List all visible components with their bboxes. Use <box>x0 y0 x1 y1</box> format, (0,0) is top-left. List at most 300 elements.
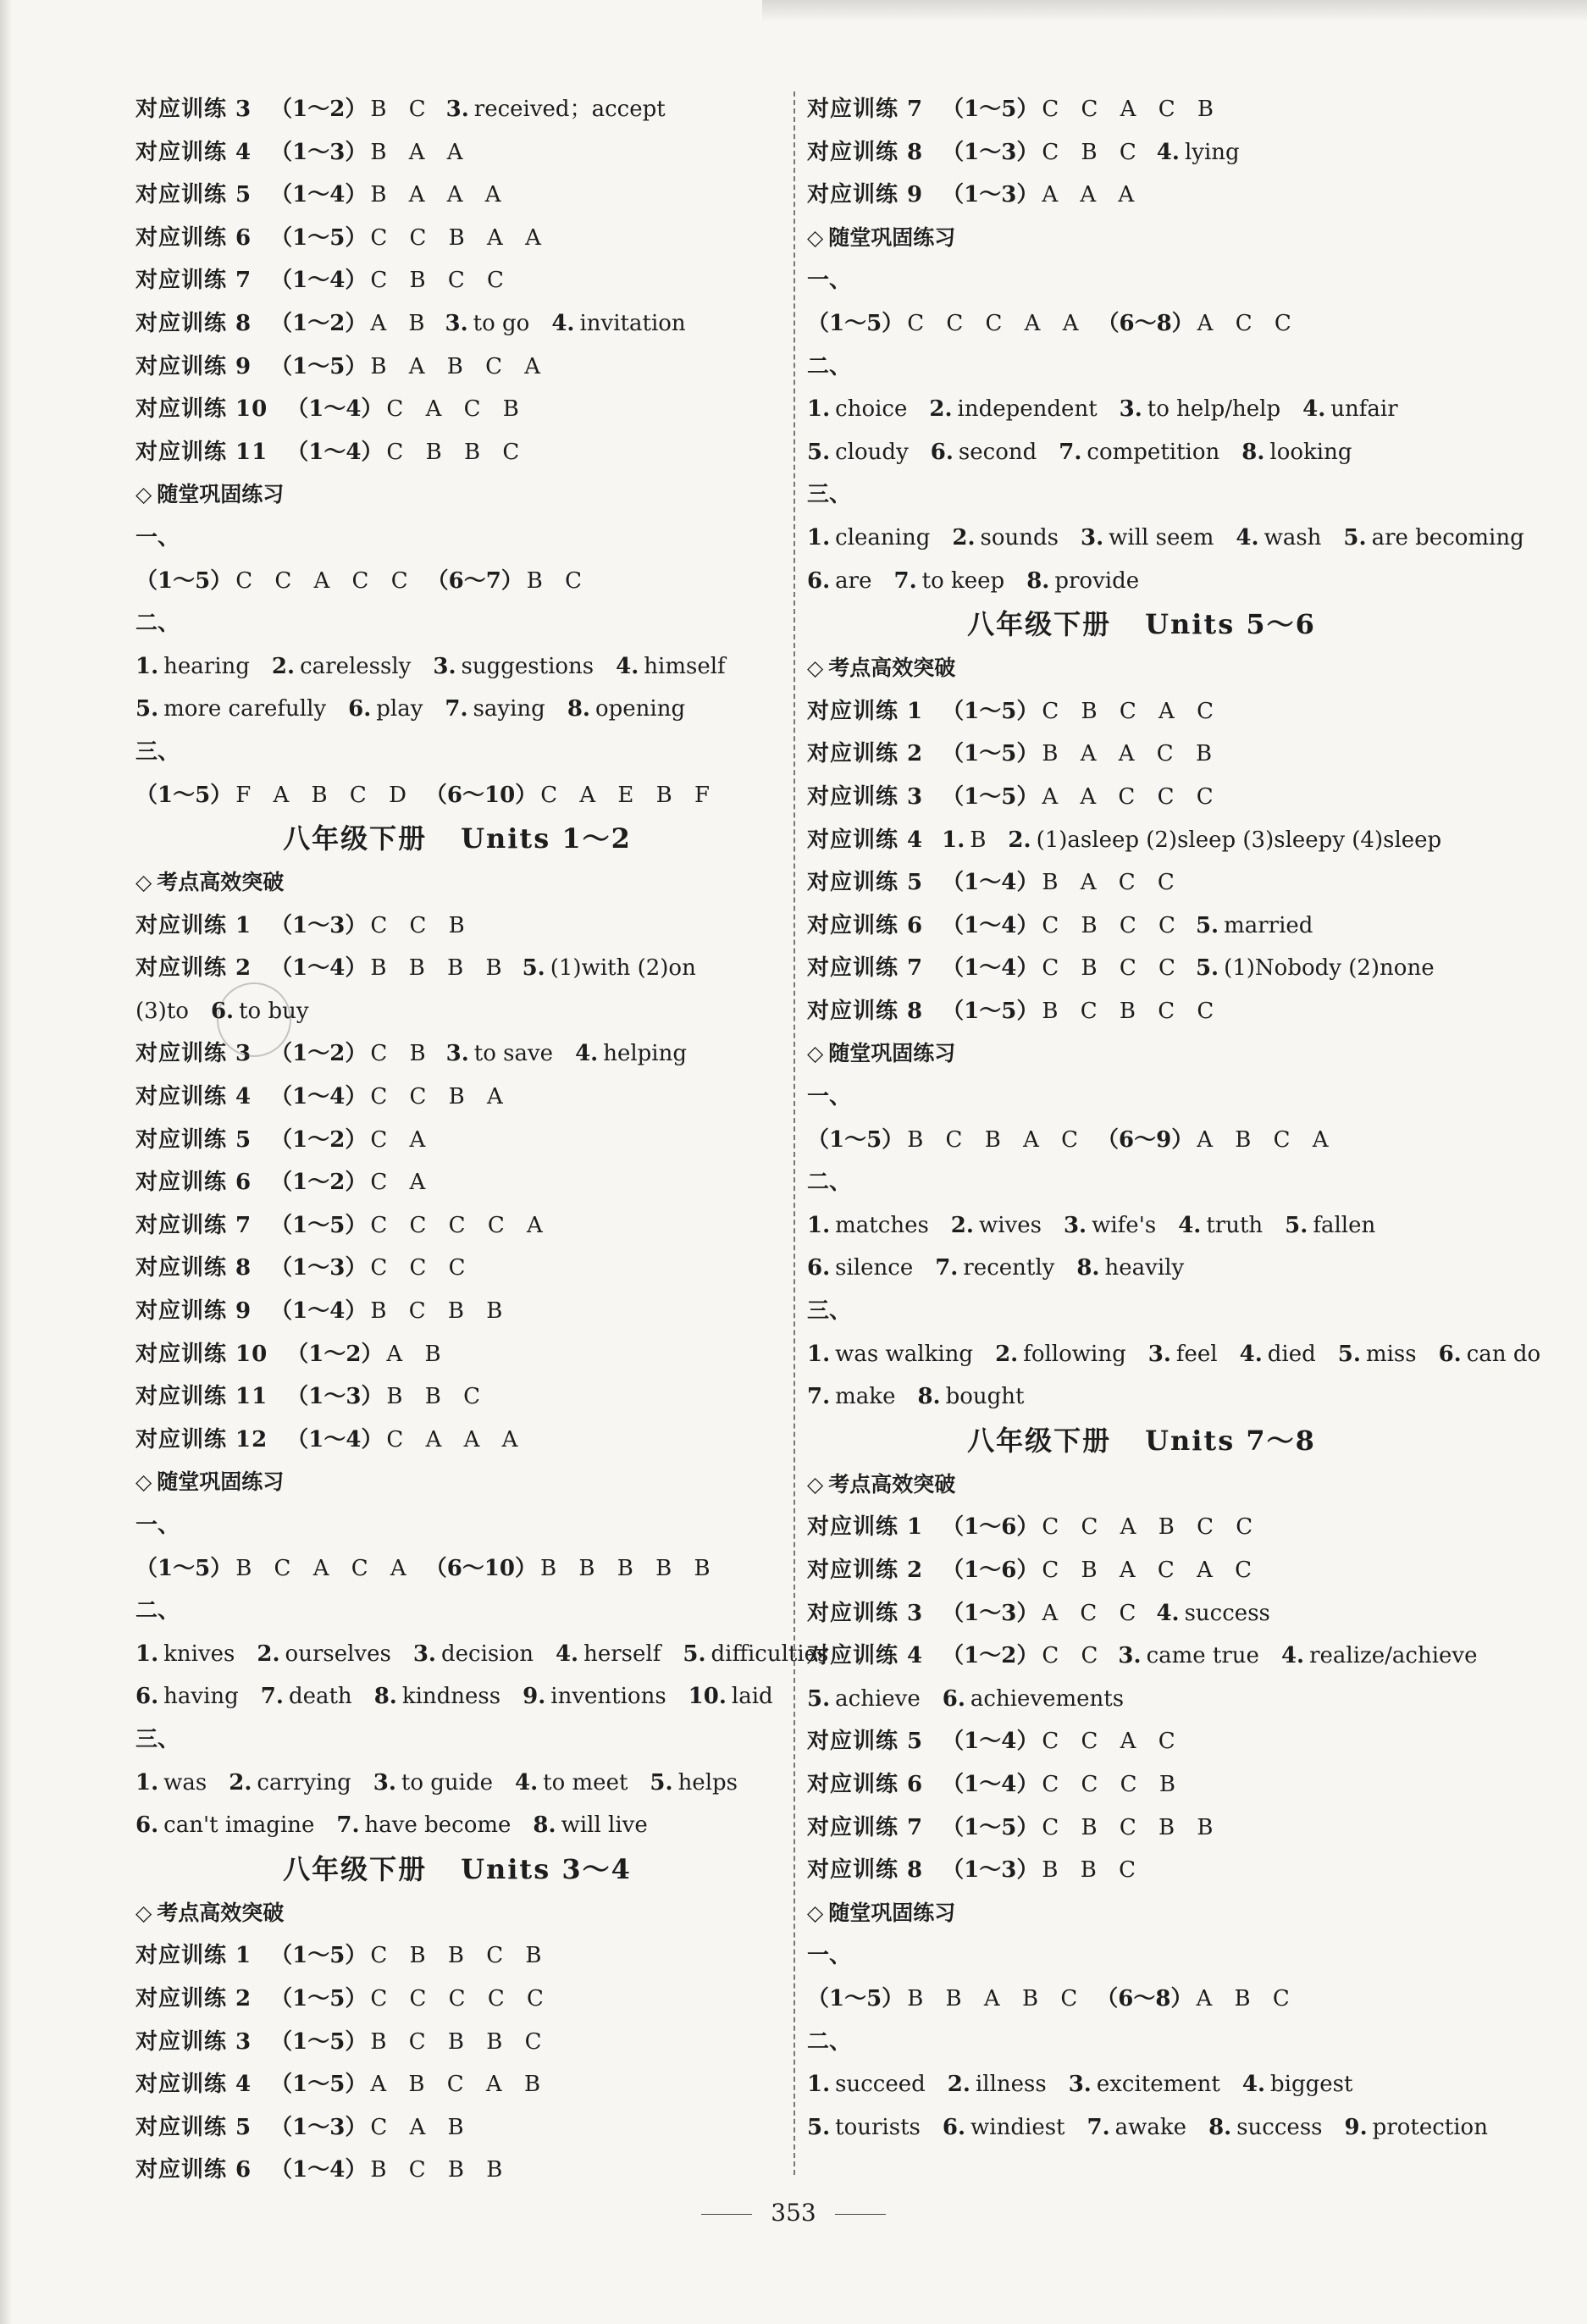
item-text: invitation <box>579 310 686 336</box>
item-number: 4. <box>1178 1212 1202 1238</box>
question-range: （1～4） <box>942 1729 1039 1755</box>
item-number: 2. <box>952 524 976 551</box>
item-text: helping <box>603 1041 688 1067</box>
choice-answers: C B C <box>1042 139 1138 165</box>
fill-answer <box>567 696 685 722</box>
item-number: 4. <box>515 1769 539 1796</box>
fill-answer <box>929 396 1097 422</box>
answer-line <box>807 1333 1541 1376</box>
item-number: 3. <box>433 653 456 679</box>
item-text: biggest <box>1270 2072 1353 2098</box>
section-heading <box>807 1464 1476 1507</box>
question-range: （1～4） <box>270 2157 368 2183</box>
exercise-label: 对应训练 8 <box>807 1857 924 1884</box>
fill-answer <box>1338 1342 1417 1367</box>
answer-line <box>807 776 1476 819</box>
unit-title <box>807 602 1476 647</box>
item-text: bought <box>945 1384 1025 1410</box>
question-range: （1～4） <box>942 870 1039 896</box>
fill-answer <box>1069 2072 1220 2097</box>
item-text: difficulties <box>711 1641 829 1667</box>
item-number: 4. <box>1302 396 1326 423</box>
answer-line <box>135 1375 779 1419</box>
item-text: make <box>835 1384 896 1410</box>
item-text: helps <box>677 1769 738 1796</box>
question-range: （1～4） <box>270 182 368 208</box>
item-number: 3. <box>1068 2072 1092 2098</box>
fill-answer <box>1241 440 1352 465</box>
unit-title <box>135 816 779 861</box>
fill-answer <box>1208 2115 1322 2140</box>
item-number: 7. <box>336 1812 360 1839</box>
fill-answer <box>1008 827 1441 853</box>
choice-answers: C B <box>370 1041 428 1067</box>
choice-answers: C A C B <box>386 396 521 423</box>
answer-line <box>135 1161 779 1204</box>
exercise-label: 对应训练 5 <box>135 1126 252 1153</box>
item-number: 2. <box>950 1212 974 1238</box>
fill-answer <box>1026 568 1139 594</box>
fill-answer <box>807 525 930 551</box>
fill-answer <box>575 1041 687 1066</box>
fill-answer <box>1345 2115 1488 2140</box>
left-answer-column <box>135 88 829 2192</box>
answer-line <box>135 947 779 990</box>
unit-title <box>135 1847 779 1892</box>
item-text: was <box>163 1769 207 1796</box>
fill-answer <box>807 396 907 422</box>
exercise-label: 对应训练 2 <box>135 1985 252 2011</box>
fill-answer <box>556 1641 661 1667</box>
fill-answer <box>272 654 411 679</box>
item-number: 3. <box>445 1041 469 1067</box>
part-marker: 二、 <box>807 353 852 379</box>
choice-answers: C B C C <box>1042 912 1177 938</box>
item-text: B <box>970 827 987 853</box>
choice-answers: B B B B B <box>539 1555 712 1581</box>
choice-answers: C C C <box>370 1255 467 1281</box>
item-number: 5. <box>650 1769 673 1796</box>
choice-answers: C B C C <box>1042 955 1177 982</box>
question-range: （1～2） <box>286 1341 384 1367</box>
answer-line <box>807 947 1476 990</box>
item-text: looking <box>1269 439 1352 465</box>
exercise-label: 对应训练 2 <box>807 1558 924 1583</box>
item-number: 5. <box>1343 524 1367 551</box>
exercise-label: 对应训练 9 <box>807 182 924 208</box>
exercise-label: 对应训练 6 <box>135 224 252 251</box>
answer-line <box>135 1547 779 1591</box>
answer-line <box>135 1290 779 1333</box>
question-range: （1～5） <box>942 698 1039 724</box>
answer-line <box>135 2149 779 2192</box>
fill-answer <box>135 696 326 722</box>
exercise-label: 对应训练 6 <box>807 912 924 938</box>
fill-answer <box>1157 140 1240 165</box>
item-number: 6. <box>942 2114 966 2140</box>
question-range: （1～5） <box>942 97 1039 122</box>
exercise-label: 对应训练 5 <box>135 2114 252 2140</box>
question-range: （1～4） <box>286 396 384 423</box>
diamond-bullet-icon: ◇ <box>135 1900 152 1925</box>
item-number: 6. <box>135 1684 159 1710</box>
answer-line <box>135 2063 779 2106</box>
item-number: 1. <box>135 653 159 679</box>
item-number: 4. <box>1156 1600 1180 1626</box>
answer-line <box>135 1204 779 1248</box>
item-number: 6. <box>1438 1341 1462 1367</box>
section-heading <box>807 217 1476 260</box>
choice-answers: C B C A C <box>1042 698 1215 724</box>
exercise-label: 对应训练 5 <box>807 870 924 896</box>
part-marker: 一、 <box>807 268 852 294</box>
question-range: （1～4） <box>942 912 1039 938</box>
item-number: 5. <box>522 955 545 982</box>
choice-answers: C A B <box>370 2114 466 2140</box>
fill-answer <box>948 2072 1047 2097</box>
item-text: to meet <box>543 1769 628 1796</box>
item-text: wives <box>978 1212 1042 1238</box>
item-number: 5. <box>807 2114 831 2140</box>
answer-line <box>807 88 1476 131</box>
choice-answers: C C B A <box>370 1084 505 1110</box>
choice-answers: B C A C A <box>235 1555 408 1581</box>
choice-answers: C C C C C <box>370 1985 545 2011</box>
question-range: （1～2） <box>270 310 368 336</box>
exercise-label: 对应训练 3 <box>135 2028 252 2055</box>
choice-answers: C C A C B <box>1042 97 1215 122</box>
exercise-label: 对应训练 6 <box>135 1170 252 1196</box>
item-number: 8. <box>1076 1255 1100 1281</box>
item-text: protection <box>1372 2114 1488 2140</box>
item-text: received；accept <box>473 97 666 122</box>
question-range: （1～5） <box>135 567 233 594</box>
item-text: opening <box>594 696 686 722</box>
item-text: success <box>1184 1600 1270 1626</box>
choice-answers: C C C C A <box>370 1212 545 1238</box>
answer-line <box>135 131 779 174</box>
item-number: 1. <box>807 396 831 423</box>
answer-line <box>807 560 1476 603</box>
exercise-label: 对应训练 9 <box>135 353 252 379</box>
exercise-label: 对应训练 11 <box>135 1384 268 1410</box>
question-range: （1～4） <box>270 1298 368 1325</box>
question-range: （6～7） <box>426 567 523 594</box>
question-range: （1～5） <box>942 783 1039 810</box>
fill-answer <box>515 1770 628 1796</box>
fill-answer <box>135 654 250 679</box>
item-number: 3. <box>1147 1341 1171 1367</box>
question-range: （1～2） <box>942 1643 1039 1669</box>
fill-answer <box>445 696 545 722</box>
answer-line <box>807 1807 1476 1850</box>
grade-label: 八年级下册 <box>967 608 1112 641</box>
item-text: to help/help <box>1147 396 1281 423</box>
item-text: excitement <box>1096 2072 1220 2098</box>
fill-answer <box>135 1812 314 1838</box>
item-text: kindness <box>401 1684 501 1710</box>
item-text: to buy <box>239 998 309 1024</box>
fill-answer <box>1242 2072 1353 2097</box>
answer-line <box>807 690 1476 733</box>
exercise-label: 对应训练 1 <box>807 1514 924 1541</box>
answer-line <box>807 2106 1488 2150</box>
exercise-label: 对应训练 7 <box>807 1814 924 1840</box>
choice-answers: C C B A A <box>370 224 543 251</box>
fill-answer <box>1148 1342 1218 1367</box>
item-text: unfair <box>1330 396 1398 423</box>
choice-answers: A C C <box>1042 1600 1138 1626</box>
exercise-label: 对应训练 5 <box>135 182 252 208</box>
item-text: cloudy <box>835 439 909 465</box>
fill-answer <box>135 1684 239 1709</box>
exercise-label: 对应训练 7 <box>135 268 252 294</box>
part-marker: 三、 <box>807 482 852 508</box>
item-number: 9. <box>523 1684 546 1710</box>
item-text: carrying <box>257 1769 351 1796</box>
choice-answers: B C B B <box>370 2157 505 2183</box>
item-number: 4. <box>555 1641 579 1667</box>
item-text: wash <box>1264 524 1322 551</box>
section-heading-text: 随堂巩固练习 <box>828 1041 956 1066</box>
item-number: 1. <box>807 1212 831 1238</box>
item-number: 1. <box>807 524 831 551</box>
item-number: 8. <box>533 1812 556 1839</box>
item-number: 5. <box>683 1641 706 1667</box>
item-number: 8. <box>373 1684 397 1710</box>
page-number-text: 353 <box>771 2199 816 2227</box>
item-number: 3. <box>1118 1643 1142 1669</box>
section-heading-text: 随堂巩固练习 <box>157 1469 285 1495</box>
fill-answer <box>551 311 685 336</box>
choice-answers: C A <box>370 1126 428 1153</box>
item-text: achieve <box>835 1685 921 1712</box>
column-divider <box>794 91 795 2175</box>
item-number: 9. <box>1344 2114 1368 2140</box>
answer-line <box>135 217 779 260</box>
item-number: 5. <box>135 696 159 722</box>
question-range: （1～5） <box>942 741 1039 767</box>
part-marker: 二、 <box>135 1598 180 1624</box>
choice-answers: A B C A <box>1197 1126 1330 1153</box>
choice-answers: C B C C <box>370 268 506 294</box>
fill-answer <box>807 568 871 594</box>
exercise-label: 对应训练 1 <box>135 1943 252 1969</box>
item-text: hearing <box>163 653 250 679</box>
item-text: (1)Nobody (2)none <box>1224 955 1435 982</box>
answer-line <box>135 774 779 817</box>
question-range: （1～3） <box>270 2114 368 2140</box>
choice-answers: B B C <box>1042 1857 1137 1884</box>
section-heading-text: 考点高效突破 <box>157 1900 285 1925</box>
answer-line <box>135 431 779 474</box>
item-number: 4. <box>551 310 575 336</box>
section-heading <box>135 1892 779 1935</box>
question-range: （6～8） <box>1097 310 1194 336</box>
part-marker: 二、 <box>807 1170 852 1196</box>
fill-answer <box>893 568 1004 594</box>
section-heading <box>135 1461 779 1504</box>
item-number: 8. <box>917 1384 941 1410</box>
question-range: （6～9） <box>1097 1126 1194 1153</box>
item-text: silence <box>835 1255 914 1281</box>
answer-line <box>807 1375 1476 1419</box>
fill-answer <box>523 955 696 981</box>
answer-line <box>807 1978 1476 2021</box>
item-number: 8. <box>1208 2114 1232 2140</box>
item-number: 5. <box>1195 955 1219 982</box>
section-heading <box>807 647 1476 690</box>
exercise-label: 对应训练 7 <box>807 955 924 982</box>
answer-line <box>807 431 1476 474</box>
item-number: 7. <box>260 1684 284 1710</box>
section-heading <box>135 861 779 905</box>
choice-answers: B C B C C <box>1042 998 1216 1024</box>
item-text: himself <box>644 653 726 679</box>
question-range: （1～4） <box>942 955 1039 982</box>
choice-answers: B A A <box>370 139 465 165</box>
units-label: Units 7～8 <box>1145 1424 1316 1457</box>
fill-answer <box>374 1684 500 1709</box>
item-text: independent <box>957 396 1098 423</box>
item-text: cleaning <box>835 524 931 551</box>
item-text: choice <box>835 396 908 423</box>
fill-answer <box>616 654 726 679</box>
item-text: matches <box>835 1212 929 1238</box>
choice-answers: C B B C B <box>370 1943 544 1969</box>
exercise-label: 对应训练 4 <box>135 1084 252 1110</box>
choice-answers: C A A A <box>386 1426 520 1452</box>
choice-answers: B C B B <box>370 1298 505 1325</box>
choice-answers: A B <box>386 1341 443 1367</box>
fill-answer <box>433 654 594 679</box>
answer-line <box>807 861 1476 905</box>
answer-line <box>135 688 779 731</box>
question-range: （1～5） <box>270 2028 368 2055</box>
item-text: feel <box>1175 1341 1218 1367</box>
item-text: married <box>1224 912 1313 938</box>
answer-line <box>135 1119 779 1162</box>
fill-answer <box>1120 396 1280 422</box>
grade-label: 八年级下册 <box>967 1424 1112 1457</box>
exercise-label: 对应训练 4 <box>135 2072 252 2098</box>
exercise-label: 对应训练 8 <box>135 310 252 336</box>
item-number: 2. <box>229 1769 252 1796</box>
item-text: inventions <box>550 1684 666 1710</box>
fill-answer <box>942 827 986 853</box>
choice-answers: B C B B C <box>370 2028 544 2055</box>
item-number: 3. <box>412 1641 436 1667</box>
item-text: will live <box>561 1812 648 1839</box>
choice-answers: C C C A A <box>907 310 1081 336</box>
item-number: 4. <box>575 1041 599 1067</box>
item-number: 7. <box>1059 439 1082 465</box>
answer-line <box>807 819 1476 862</box>
question-range: （1～5） <box>135 782 233 808</box>
question-range: （1～3） <box>942 1857 1039 1884</box>
item-text: illness <box>975 2072 1047 2098</box>
answer-line <box>135 1633 829 1676</box>
units-label: Units 3～4 <box>461 1852 632 1885</box>
part-marker: 一、 <box>807 1943 852 1969</box>
answer-line <box>807 302 1476 346</box>
item-number: 6. <box>807 1255 831 1281</box>
question-range: （1～6） <box>942 1514 1039 1541</box>
answer-line <box>807 733 1476 776</box>
item-text: recently <box>963 1255 1055 1281</box>
item-text: windiest <box>970 2114 1065 2140</box>
fill-answer <box>1059 440 1219 465</box>
item-number: 8. <box>1241 439 1265 465</box>
item-text: second <box>958 439 1037 465</box>
exercise-label: 对应训练 8 <box>135 1255 252 1281</box>
answer-line <box>135 1762 779 1805</box>
item-text: (3)to <box>135 998 189 1024</box>
fill-answer <box>1178 1213 1263 1238</box>
faint-stamp <box>217 982 291 1057</box>
item-text: ourselves <box>285 1641 391 1667</box>
item-text: to go <box>473 310 530 336</box>
answer-line <box>135 645 779 689</box>
answer-line <box>135 1419 779 1462</box>
question-range: （1～4） <box>942 1771 1039 1797</box>
section-heading-text: 考点高效突破 <box>828 1471 956 1497</box>
section-heading-text: 随堂巩固练习 <box>828 224 956 250</box>
question-range: （1～5） <box>807 1985 904 2011</box>
item-number: 6. <box>942 1685 965 1712</box>
answer-line <box>807 174 1476 217</box>
question-range: （1～5） <box>270 1212 368 1238</box>
question-range: （1～3） <box>942 139 1039 165</box>
exercise-label: 对应训练 1 <box>135 912 252 938</box>
exercise-label: 对应训练 5 <box>807 1729 924 1755</box>
fill-answer <box>650 1770 738 1796</box>
answer-line <box>807 517 1524 560</box>
item-number: 1. <box>942 827 965 853</box>
fill-answer <box>257 1641 390 1667</box>
choice-answers: C B C B B <box>1042 1814 1215 1840</box>
item-number: 3. <box>445 310 468 336</box>
diamond-bullet-icon: ◇ <box>807 656 824 681</box>
choice-answers: C C B <box>370 912 467 938</box>
exercise-label: 对应训练 3 <box>135 1041 252 1067</box>
choice-answers: B A A A <box>370 182 503 208</box>
item-text: (1)asleep (2)sleep (3)sleepy (4)sleep <box>1036 827 1442 853</box>
choice-answers: F A B C D <box>235 782 408 808</box>
fill-answer <box>533 1812 647 1838</box>
item-number: 2. <box>929 396 953 423</box>
answer-line <box>807 1763 1476 1807</box>
item-number: 4. <box>1241 2072 1266 2098</box>
item-number: 1. <box>135 1641 159 1667</box>
question-range: （1～4） <box>286 439 384 465</box>
choice-answers: B B C <box>386 1384 483 1410</box>
item-number: 6. <box>135 1812 159 1839</box>
fill-answer <box>261 1684 352 1709</box>
item-number: 5. <box>807 439 831 465</box>
answer-line <box>135 2021 779 2064</box>
choice-answers: C A E B F <box>540 782 712 808</box>
question-range: （1～5） <box>807 1126 904 1153</box>
item-number: 2. <box>947 2072 970 2098</box>
answer-line <box>807 1635 1476 1678</box>
question-range: （1～2） <box>270 1170 368 1196</box>
item-number: 4. <box>1280 1643 1305 1669</box>
fill-answer <box>807 1213 929 1238</box>
item-number: 2. <box>1008 827 1031 853</box>
answer-line <box>135 388 779 431</box>
item-text: realize/achieve <box>1309 1643 1478 1669</box>
